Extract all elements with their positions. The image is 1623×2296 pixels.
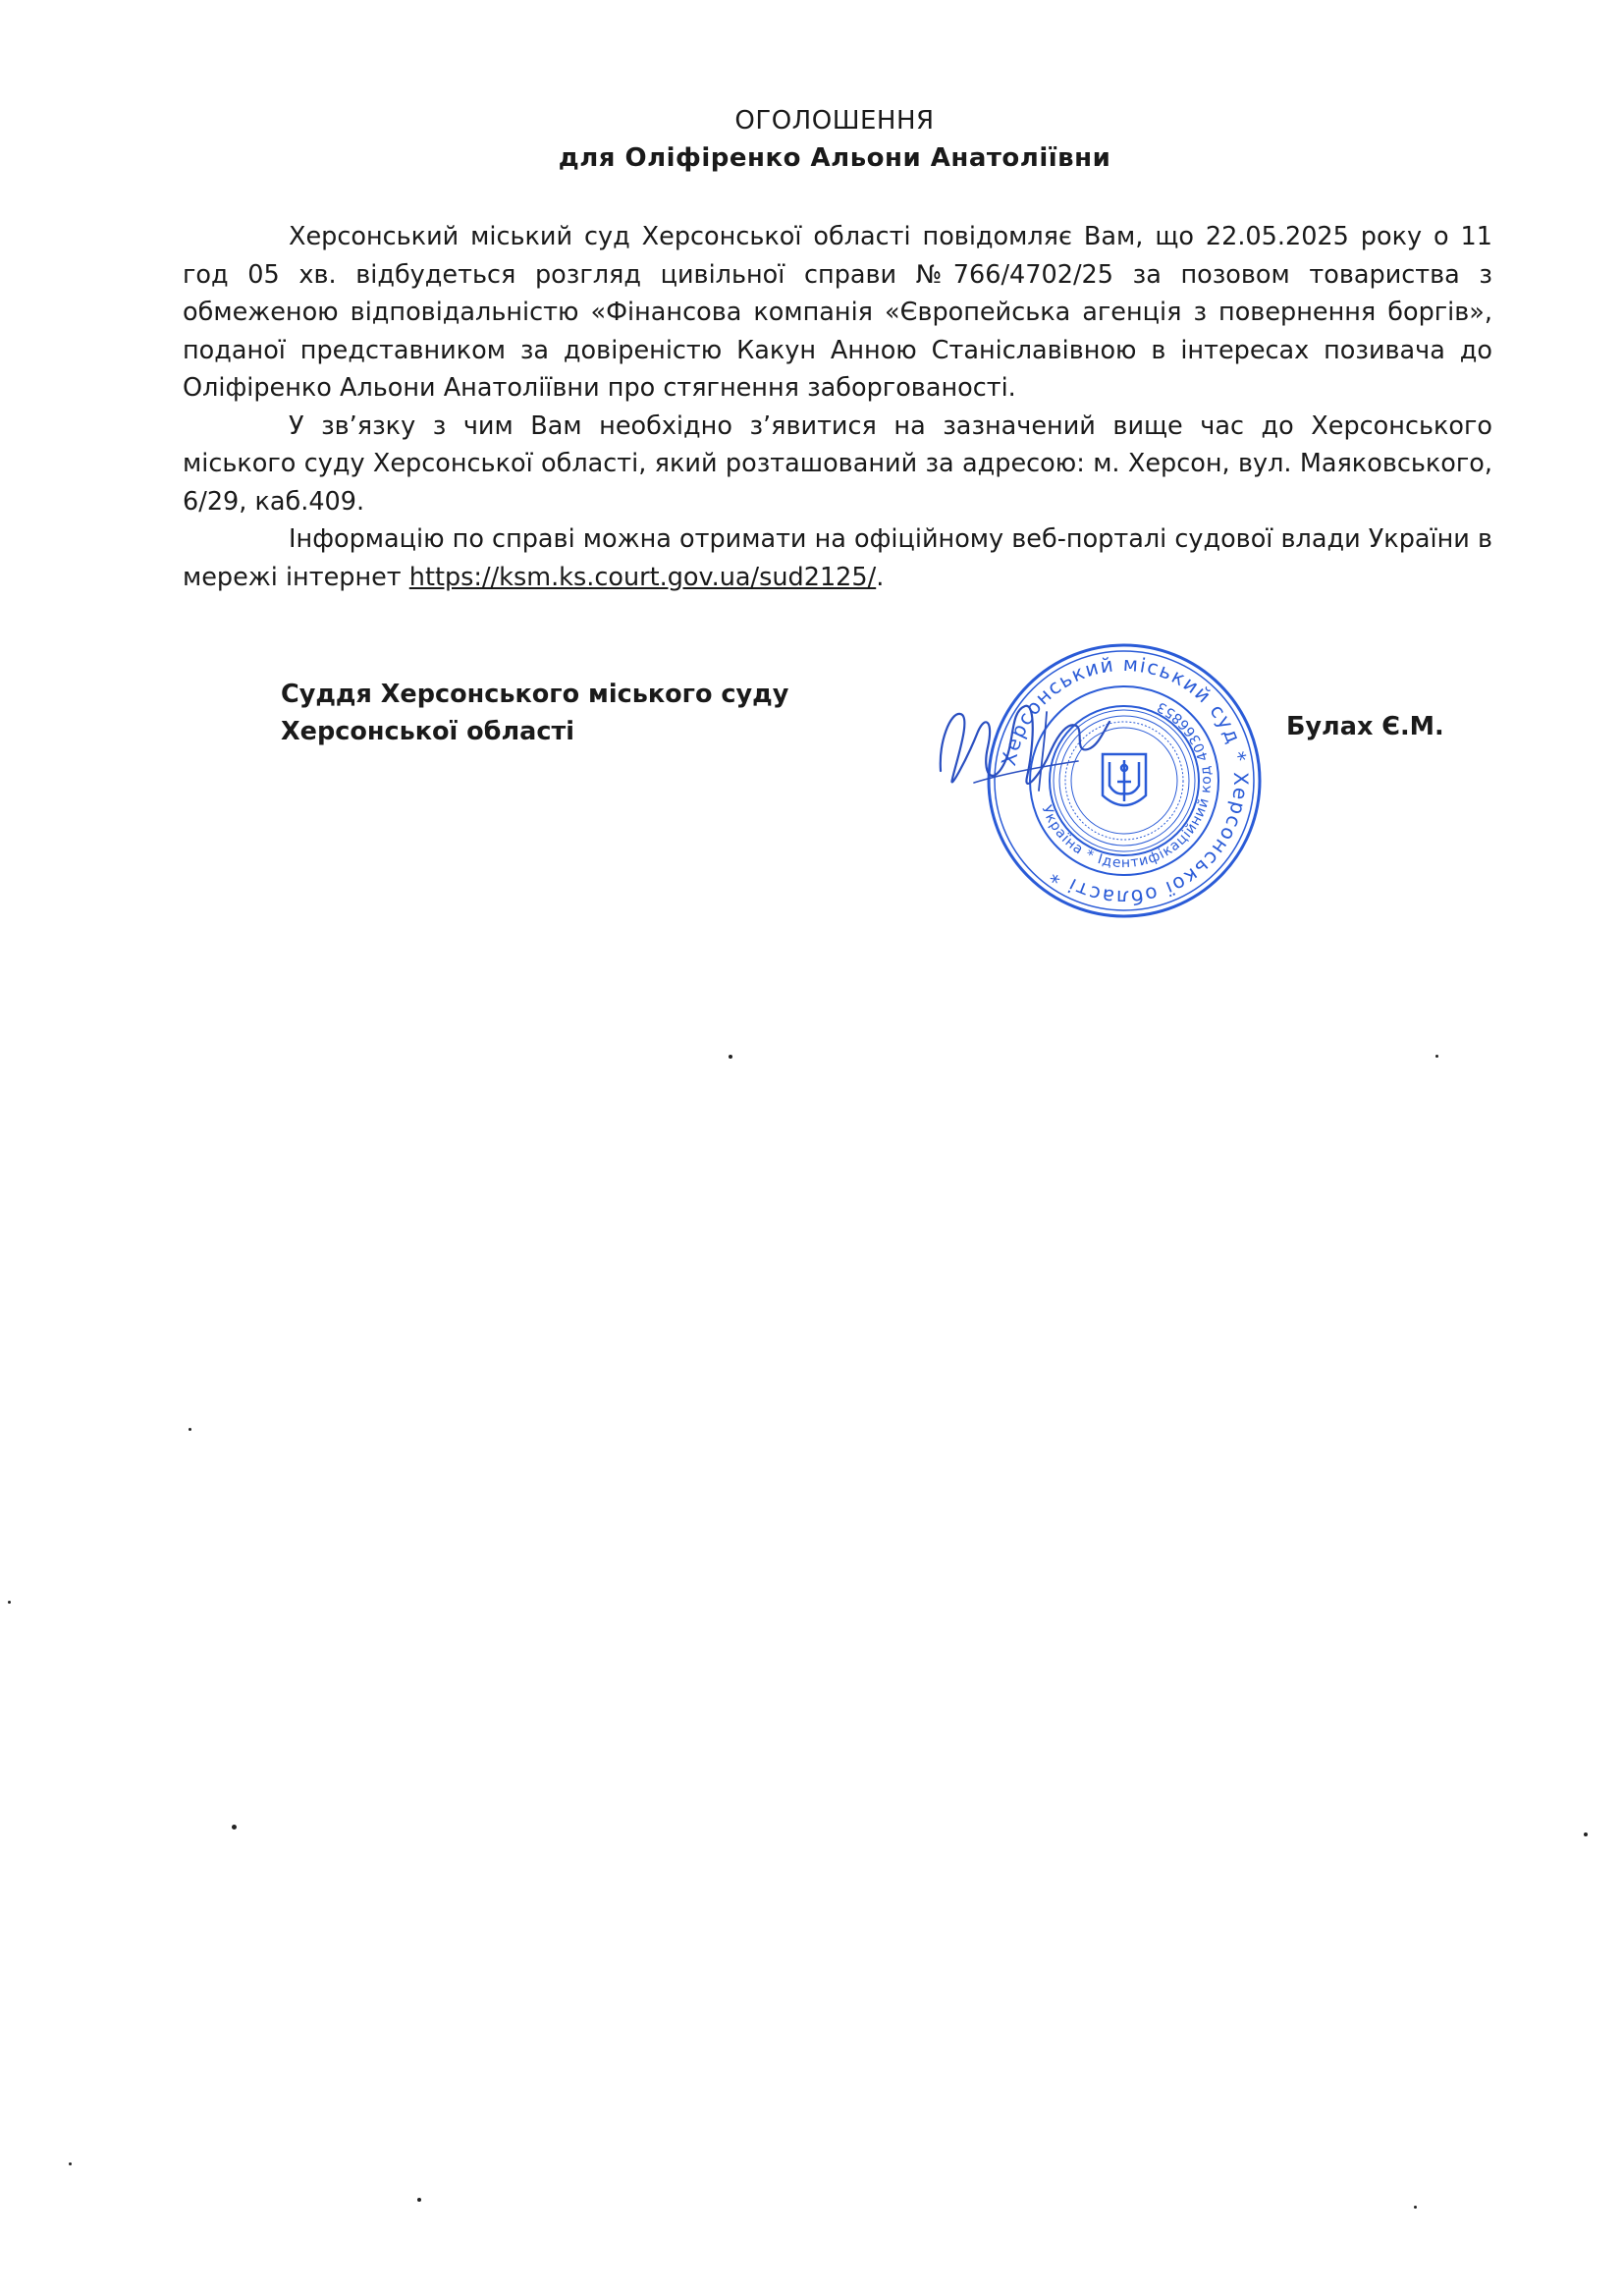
document-title: ОГОЛОШЕННЯ: [734, 106, 935, 136]
stamp-inner-text: Україна * Ідентифікаційний код 40366853: [1038, 697, 1216, 872]
paragraph-info: [183, 520, 1492, 596]
scan-speck: [8, 1601, 11, 1604]
handwritten-signature: [931, 692, 1117, 800]
judge-position-line2: Херсонської області: [281, 717, 574, 746]
paragraph-hearing-notice: Херсонський міський суд Херсонської області повідомляє Вам, що 22.05.2025 року о 11 год 05 хв. відбудеться розгляд цивільної справи №766/4702/25 за позовом товариства з обмеженою відповідальністю «Фінансова компанія «Європейська агенція з повернення боргів», поданої представником за довіреністю Какун Анною Станіславівною в інтересах позивача до Оліфіренко Альони Анатоліївни про стягнення заборгованості.: [183, 222, 1492, 403]
judge-name: Булах Є.М.: [1286, 712, 1444, 741]
scan-speck: [1584, 1832, 1588, 1836]
court-portal-link[interactable]: https://ksm.ks.court.gov.ua/sud2125/: [408, 562, 877, 592]
scan-speck: [232, 1825, 237, 1830]
judge-position-line1: Суддя Херсонського міського суду: [281, 680, 789, 709]
info-text: Інформацію по справі можна отримати на офіційному веб-порталі судової влади України в мережі інтернет: [183, 524, 1492, 592]
info-text-end: .: [876, 562, 885, 592]
judge-position: [281, 676, 788, 750]
scan-speck: [417, 2198, 421, 2202]
scan-speck: [1435, 1055, 1438, 1058]
scan-speck: [69, 2162, 72, 2165]
paragraph-appearance: У зв’язку з чим Вам необхідно з’явитися на зазначений вище час до Херсонського міського суду Херсонської області, який розташований за адресою: м. Херсон, вул. Маяковського, 6/29, каб.409.: [183, 410, 1492, 517]
scan-speck: [189, 1428, 191, 1431]
scan-speck: [729, 1055, 732, 1059]
stamp-outer-text: Херсонський міський суд * Херсонської області *: [996, 651, 1254, 910]
scan-speck: [1414, 2206, 1417, 2209]
addressee-line: для Оліфіренко Альони Анатоліївни: [558, 143, 1111, 173]
announcement-body: [183, 218, 1492, 596]
